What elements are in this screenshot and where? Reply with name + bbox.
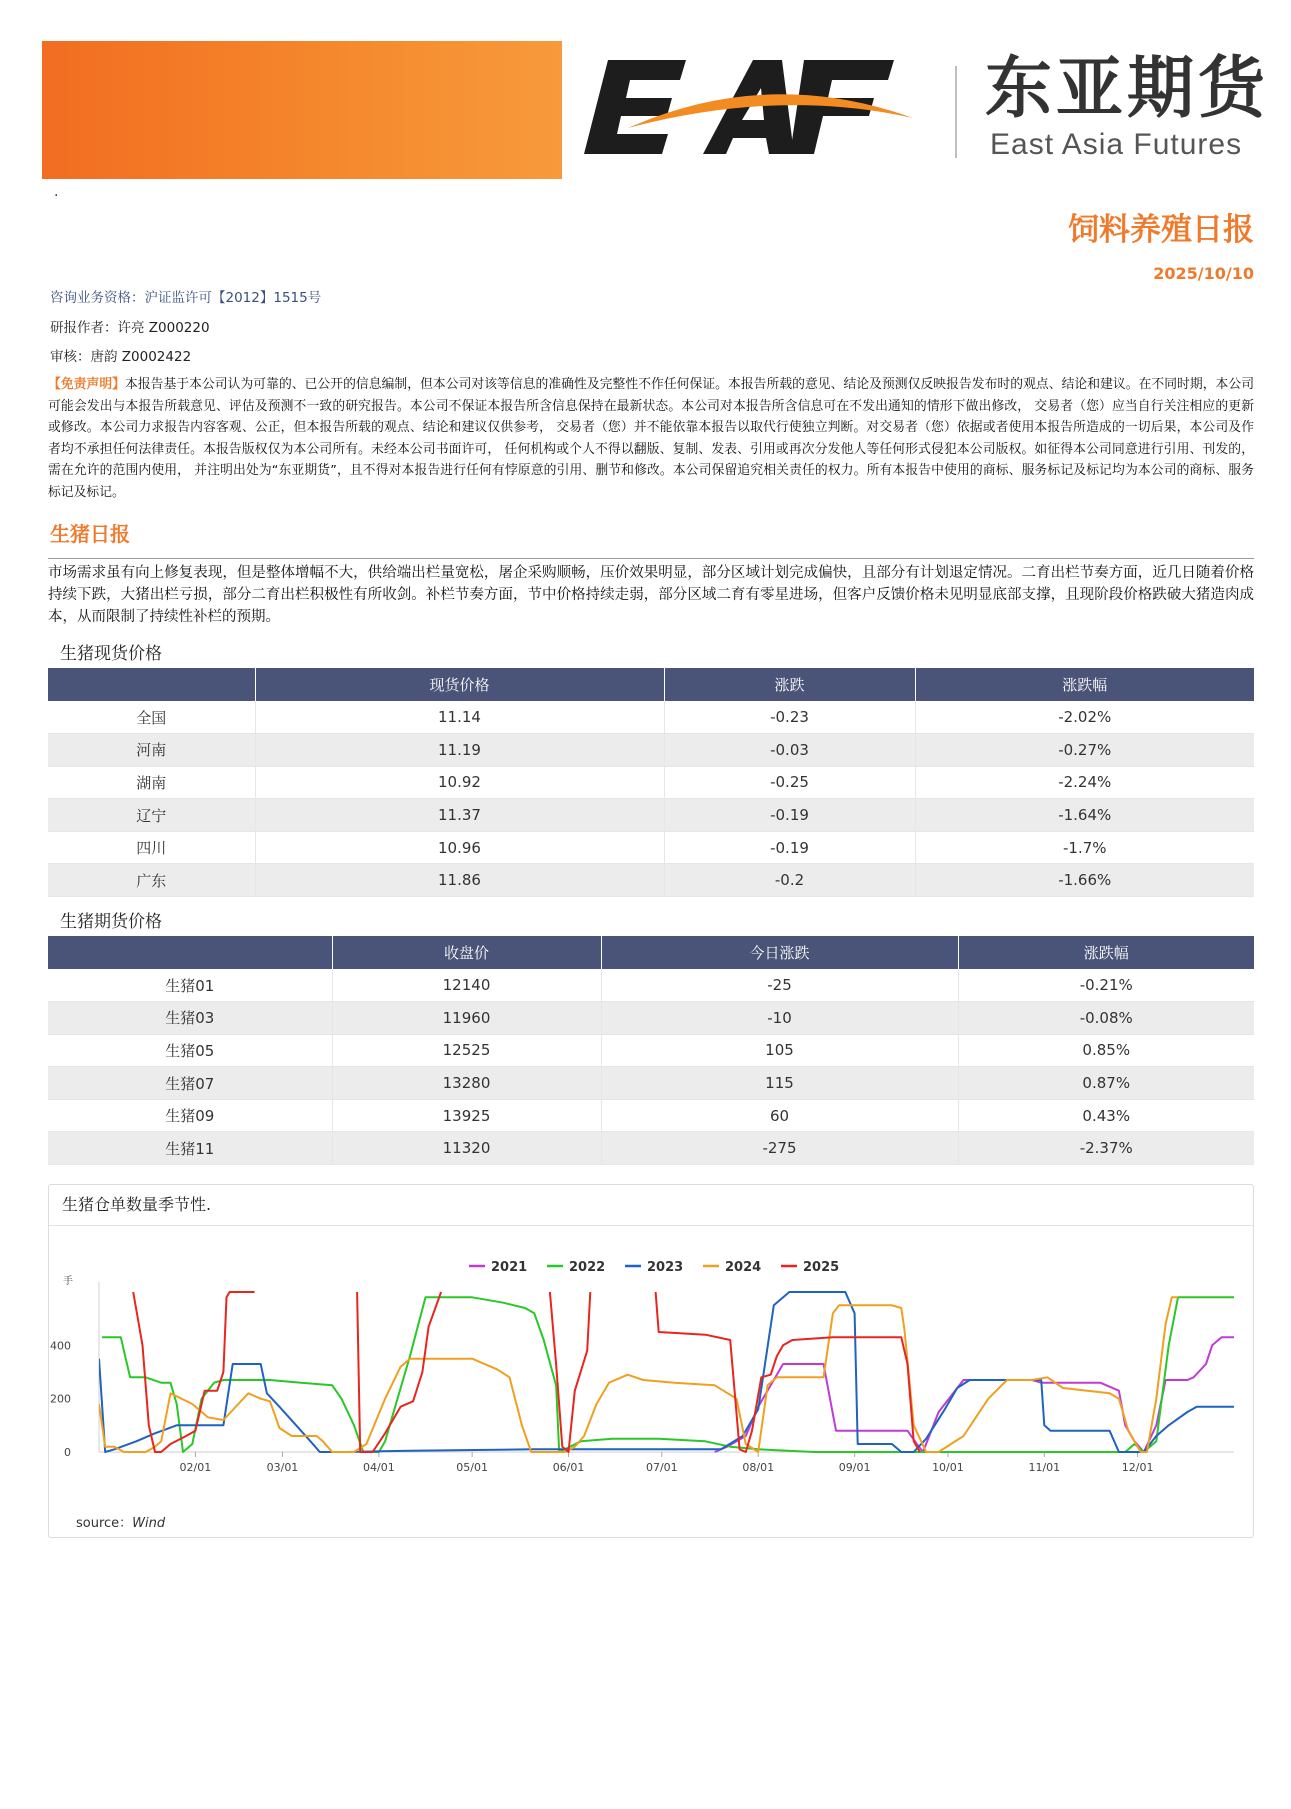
- table-cell: -2.37%: [958, 1132, 1254, 1165]
- table-cell: 11.37: [255, 799, 664, 832]
- table-cell: 60: [601, 1099, 958, 1132]
- legend-label-2021: 2021: [491, 1260, 528, 1275]
- series-line-2024: [99, 1297, 1178, 1452]
- series-line-2025: [133, 1292, 254, 1452]
- column-header: 现货价格: [255, 668, 664, 701]
- column-header: 涨跌幅: [958, 936, 1254, 969]
- table-row: [48, 1034, 1254, 1067]
- table-cell: 四川: [48, 831, 255, 864]
- table-header-row: [48, 668, 1254, 701]
- table-cell: 生猪05: [48, 1034, 332, 1067]
- table-cell: 10.92: [255, 766, 664, 799]
- x-tick-label: 05/01: [456, 1461, 489, 1474]
- qualification-line: 咨询业务资格：沪证监许可【2012】1515号: [50, 290, 322, 306]
- table-cell: 生猪11: [48, 1132, 332, 1165]
- series-line-2025: [656, 1292, 920, 1452]
- section-title: 生猪日报: [50, 522, 130, 546]
- report-title: 饲料养殖日报: [1068, 212, 1254, 248]
- table-cell: 11.19: [255, 734, 664, 767]
- column-header: [48, 668, 255, 701]
- brand-name-en: East Asia Futures: [990, 128, 1243, 161]
- x-tick-label: 07/01: [645, 1461, 678, 1474]
- table-row: [48, 831, 1254, 864]
- x-tick-label: 08/01: [742, 1461, 775, 1474]
- table-cell: 12140: [332, 969, 601, 1002]
- table-row: [48, 734, 1254, 767]
- table-cell: -1.7%: [915, 831, 1254, 864]
- spot-table-caption: 生猪现货价格: [60, 644, 162, 664]
- table-cell: -2.02%: [915, 701, 1254, 734]
- x-tick-label: 12/01: [1121, 1461, 1154, 1474]
- legend-label-2022: 2022: [569, 1260, 606, 1275]
- y-axis-unit-label: 手: [63, 1276, 73, 1287]
- table-cell: 生猪01: [48, 969, 332, 1002]
- table-header-row: [48, 936, 1254, 969]
- table-cell: -1.66%: [915, 864, 1254, 897]
- table-cell: 生猪09: [48, 1099, 332, 1132]
- table-cell: -0.27%: [915, 734, 1254, 767]
- y-tick-label: 400: [50, 1339, 71, 1353]
- table-cell: 0.87%: [958, 1067, 1254, 1100]
- table-cell: -0.23: [664, 701, 915, 734]
- futures-price-table: [48, 936, 1254, 1165]
- table-cell: -275: [601, 1132, 958, 1165]
- column-header: [48, 936, 332, 969]
- source-name: Wind: [132, 1516, 166, 1531]
- table-cell: -0.08%: [958, 1002, 1254, 1035]
- y-tick-label: 0: [64, 1446, 71, 1459]
- reviewer-line: 审核：唐韵 Z0002422: [50, 349, 192, 365]
- table-cell: 10.96: [255, 831, 664, 864]
- table-cell: 11.86: [255, 864, 664, 897]
- table-row: [48, 701, 1254, 734]
- table-cell: -0.03: [664, 734, 915, 767]
- table-cell: 辽宁: [48, 799, 255, 832]
- column-header: 今日涨跌: [601, 936, 958, 969]
- legend-label-2025: 2025: [803, 1260, 840, 1275]
- disclaimer-tag: 【免责声明】: [48, 377, 125, 392]
- x-tick-label: 04/01: [363, 1461, 395, 1474]
- table-row: [48, 969, 1254, 1002]
- table-cell: -2.24%: [915, 766, 1254, 799]
- market-summary: 市场需求虽有向上修复表现，但是整体增幅不大，供给端出栏量宽松，屠企采购顺畅，压价效果明显，部分区域计划完成偏快，且部分有计划退定情况。二育出栏节奏方面，近几日随着价格持续下跌，大猪出栏亏损，部分二育出栏积极性有所收剑。补栏节奏方面，节中价格持续走弱，部分区域二育有零星进场，但客户反馈价格未见明显底部支撑，且现阶段价格跌破大猪造肉成本，从而限制了持续性补栏的预期。: [48, 565, 1254, 625]
- section-divider: [48, 558, 1254, 559]
- table-cell: -1.64%: [915, 799, 1254, 832]
- table-cell: -10: [601, 1002, 958, 1035]
- series-line-2023: [99, 1292, 1234, 1452]
- table-row: [48, 1099, 1254, 1132]
- seasonal-line-chart: [49, 1226, 1253, 1496]
- brand-divider: [955, 66, 957, 158]
- table-cell: -0.21%: [958, 969, 1254, 1002]
- table-cell: 广东: [48, 864, 255, 897]
- x-tick-label: 06/01: [552, 1461, 585, 1474]
- table-cell: -25: [601, 969, 958, 1002]
- chart-source: [76, 1517, 165, 1530]
- brand-name-cn: 东亚期货: [985, 49, 1269, 127]
- disclaimer: [48, 374, 1254, 503]
- table-row: [48, 799, 1254, 832]
- table-cell: 11960: [332, 1002, 601, 1035]
- column-header: 涨跌幅: [915, 668, 1254, 701]
- legend-label-2024: 2024: [725, 1260, 762, 1275]
- series-line-2022: [102, 1297, 1234, 1452]
- table-cell: -0.19: [664, 799, 915, 832]
- table-cell: 13925: [332, 1099, 601, 1132]
- table-cell: 生猪07: [48, 1067, 332, 1100]
- table-cell: 11.14: [255, 701, 664, 734]
- x-tick-label: 09/01: [838, 1461, 871, 1474]
- chart-title: 生猪仓单数量季节性.: [62, 1195, 212, 1214]
- legend-label-2023: 2023: [647, 1260, 684, 1275]
- table-cell: 0.43%: [958, 1099, 1254, 1132]
- header-orange-banner: [42, 41, 562, 179]
- table-cell: 全国: [48, 701, 255, 734]
- x-tick-label: 10/01: [932, 1461, 964, 1474]
- table-row: [48, 864, 1254, 897]
- table-cell: 13280: [332, 1067, 601, 1100]
- table-cell: 0.85%: [958, 1034, 1254, 1067]
- x-tick-label: 02/01: [179, 1461, 212, 1474]
- series-line-2025: [550, 1292, 590, 1452]
- table-cell: -0.19: [664, 831, 915, 864]
- spot-price-table: [48, 668, 1254, 897]
- header-bullet: .: [54, 184, 59, 200]
- report-date: 2025/10/10: [1153, 264, 1254, 283]
- table-row: [48, 766, 1254, 799]
- y-tick-label: 200: [50, 1392, 71, 1406]
- logo-letter-e: [584, 60, 686, 154]
- table-cell: 11320: [332, 1132, 601, 1165]
- disclaimer-text: 本报告基于本公司认为可靠的、已公开的信息编制，但本公司对该等信息的准确性及完整性不作任何保证。本报告所载的意见、结论及预测仅反映报告发布时的观点、结论和建议。在不同时期，本公司可能会发出与本报告所载意见、评估及预测不一致的研究报告。本公司不保证本报告所含信息保持在最新状态。本公司对本报告所含信息可在不发出通知的情形下做出修改， 交易者（您）应当自行关注相应的更新或修改。本公司力求报告内容客观、公正，但本报告所载的观点、结论和建议仅供参考， 交易者（您）并不能依靠本报告以取代行使独立判断。对交易者（您）依据或者使用本报告所造成的一切后果，本公司及作者均不承担任何法律责任。本报告版权仅为本公司所有。未经本公司书面许可， 任何机构或个人不得以翻版、复制、发表、引用或再次分发他人等任何形式侵犯本公司版权。如征得本公司同意进行引用、刊发的， 需在允许的范围内使用， 并注明出处为“东亚期货”，且不得对本报告进行任何有悖原意的引用、删节和修改。本公司保留追究相关责任的权力。所有本报告中使用的商标、服务标记及标记均为本公司的商标、服务标记及标记。: [48, 377, 1255, 500]
- source-label: source：: [76, 1516, 133, 1531]
- table-cell: 河南: [48, 734, 255, 767]
- table-cell: 105: [601, 1034, 958, 1067]
- author-line: 研报作者：许亮 Z000220: [50, 320, 210, 336]
- table-row: [48, 1132, 1254, 1165]
- futures-table-caption: 生猪期货价格: [60, 912, 162, 932]
- x-tick-label: 03/01: [266, 1461, 299, 1474]
- table-cell: 12525: [332, 1034, 601, 1067]
- column-header: 收盘价: [332, 936, 601, 969]
- table-cell: -0.25: [664, 766, 915, 799]
- eaf-logo: [568, 56, 923, 166]
- table-cell: 生猪03: [48, 1002, 332, 1035]
- warehouse-receipt-chart-card: [48, 1184, 1254, 1538]
- table-cell: 115: [601, 1067, 958, 1100]
- table-cell: 湖南: [48, 766, 255, 799]
- x-tick-label: 11/01: [1028, 1461, 1061, 1474]
- column-header: 涨跌: [664, 668, 915, 701]
- table-cell: -0.2: [664, 864, 915, 897]
- table-row: [48, 1067, 1254, 1100]
- table-row: [48, 1002, 1254, 1035]
